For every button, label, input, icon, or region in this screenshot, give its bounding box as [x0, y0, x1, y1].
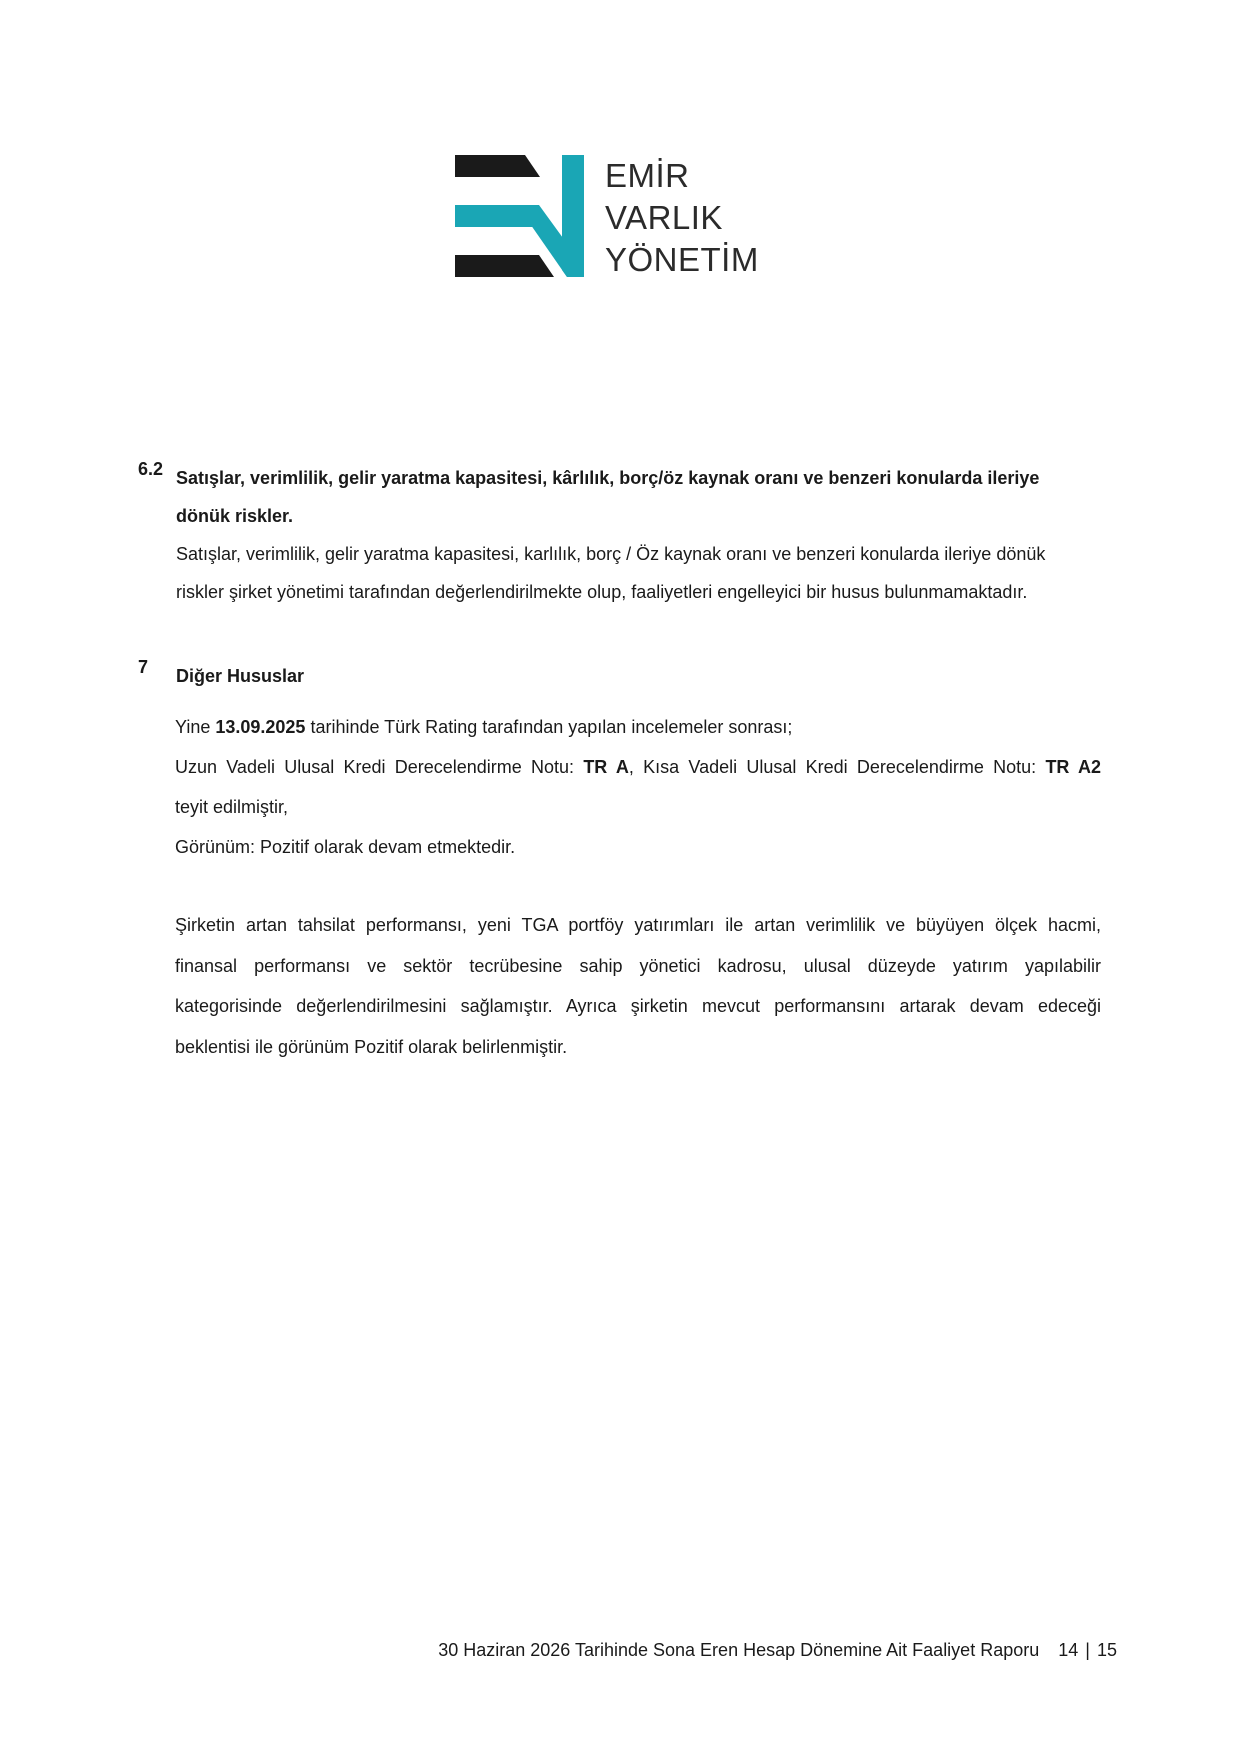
short-term-rating: TR A2 [1045, 757, 1102, 777]
text-span: , Kısa Vadeli Ulusal Kredi Derecelendirme Notu: [628, 757, 1046, 777]
logo-line-emir: EMİR [605, 157, 690, 194]
page-separator: | [1085, 1640, 1090, 1660]
page-number: 14 [1058, 1640, 1079, 1660]
section-number: 7 [138, 657, 149, 677]
long-term-rating: TR A [583, 757, 629, 777]
rating-statement [175, 707, 1101, 867]
text-span: Yine [175, 717, 216, 737]
confirmed-line: teyit edilmiştir, [175, 797, 289, 817]
paragraph-line: Satışlar, verimlilik, gelir yaratma kapasitesi, karlılık, borç / Öz kaynak oranı ve benzeri konularda ileriye dönük [176, 544, 1046, 564]
paragraph-line: beklentisi ile görünüm Pozitif olarak belirlenmiştir. [175, 1036, 568, 1057]
rating-intro-line [175, 707, 1101, 747]
rating-notes-line [175, 747, 1101, 787]
logo-line-varlik: VARLIK [605, 199, 723, 236]
section-7 [138, 657, 1103, 695]
text-span: Uzun Vadeli Ulusal Kredi Derecelendirme Notu: [175, 757, 584, 777]
logo-wordmark [605, 155, 759, 281]
heading-line: Satışlar, verimlilik, gelir yaratma kapasitesi, kârlılık, borç/öz kaynak oranı ve benzeri konularda ileriye [176, 468, 1040, 488]
paragraph-line: riskler şirket yönetimi tarafından değerlendirilmekte olup, faaliyetleri engelleyici bir husus bulunmamaktadır. [176, 582, 1028, 602]
outlook-paragraph [175, 905, 1101, 1067]
text-span: tarihinde Türk Rating tarafından yapılan incelemeler sonrası; [305, 717, 793, 737]
section-number: 6.2 [138, 459, 164, 479]
paragraph-line: kategorisinde değerlendirilmesini sağlamıştır. Ayrıca şirketin mevcut performansını artarak devam edeceği [175, 996, 1101, 1016]
logo-line-yonetim: YÖNETİM [605, 241, 759, 278]
section-paragraph [176, 535, 1103, 611]
heading-line: dönük riskler. [176, 506, 294, 526]
page-footer [438, 1640, 1117, 1661]
company-logo [455, 155, 759, 278]
rating-date: 13.09.2025 [215, 717, 306, 737]
outlook-line: Görünüm: Pozitif olarak devam etmektedir. [175, 837, 516, 857]
paragraph-line: Şirketin artan tahsilat performansı, yeni TGA portföy yatırımları ile artan verimlilik ve büyüyen ölçek hacmi, [175, 915, 1101, 935]
section-6-2 [138, 459, 1103, 611]
footer-title: 30 Haziran 2026 Tarihinde Sona Eren Hesap Dönemine Ait Faaliyet Raporu [438, 1640, 1040, 1660]
logo-mark-icon [455, 155, 585, 277]
page-total: 15 [1096, 1640, 1117, 1660]
section-heading [176, 459, 1103, 535]
paragraph-line: finansal performansı ve sektör tecrübesine sahip yönetici kadrosu, ulusal düzeyde yatırım yapılabilir [175, 955, 1101, 976]
section-heading: Diğer Hususlar [176, 666, 305, 686]
